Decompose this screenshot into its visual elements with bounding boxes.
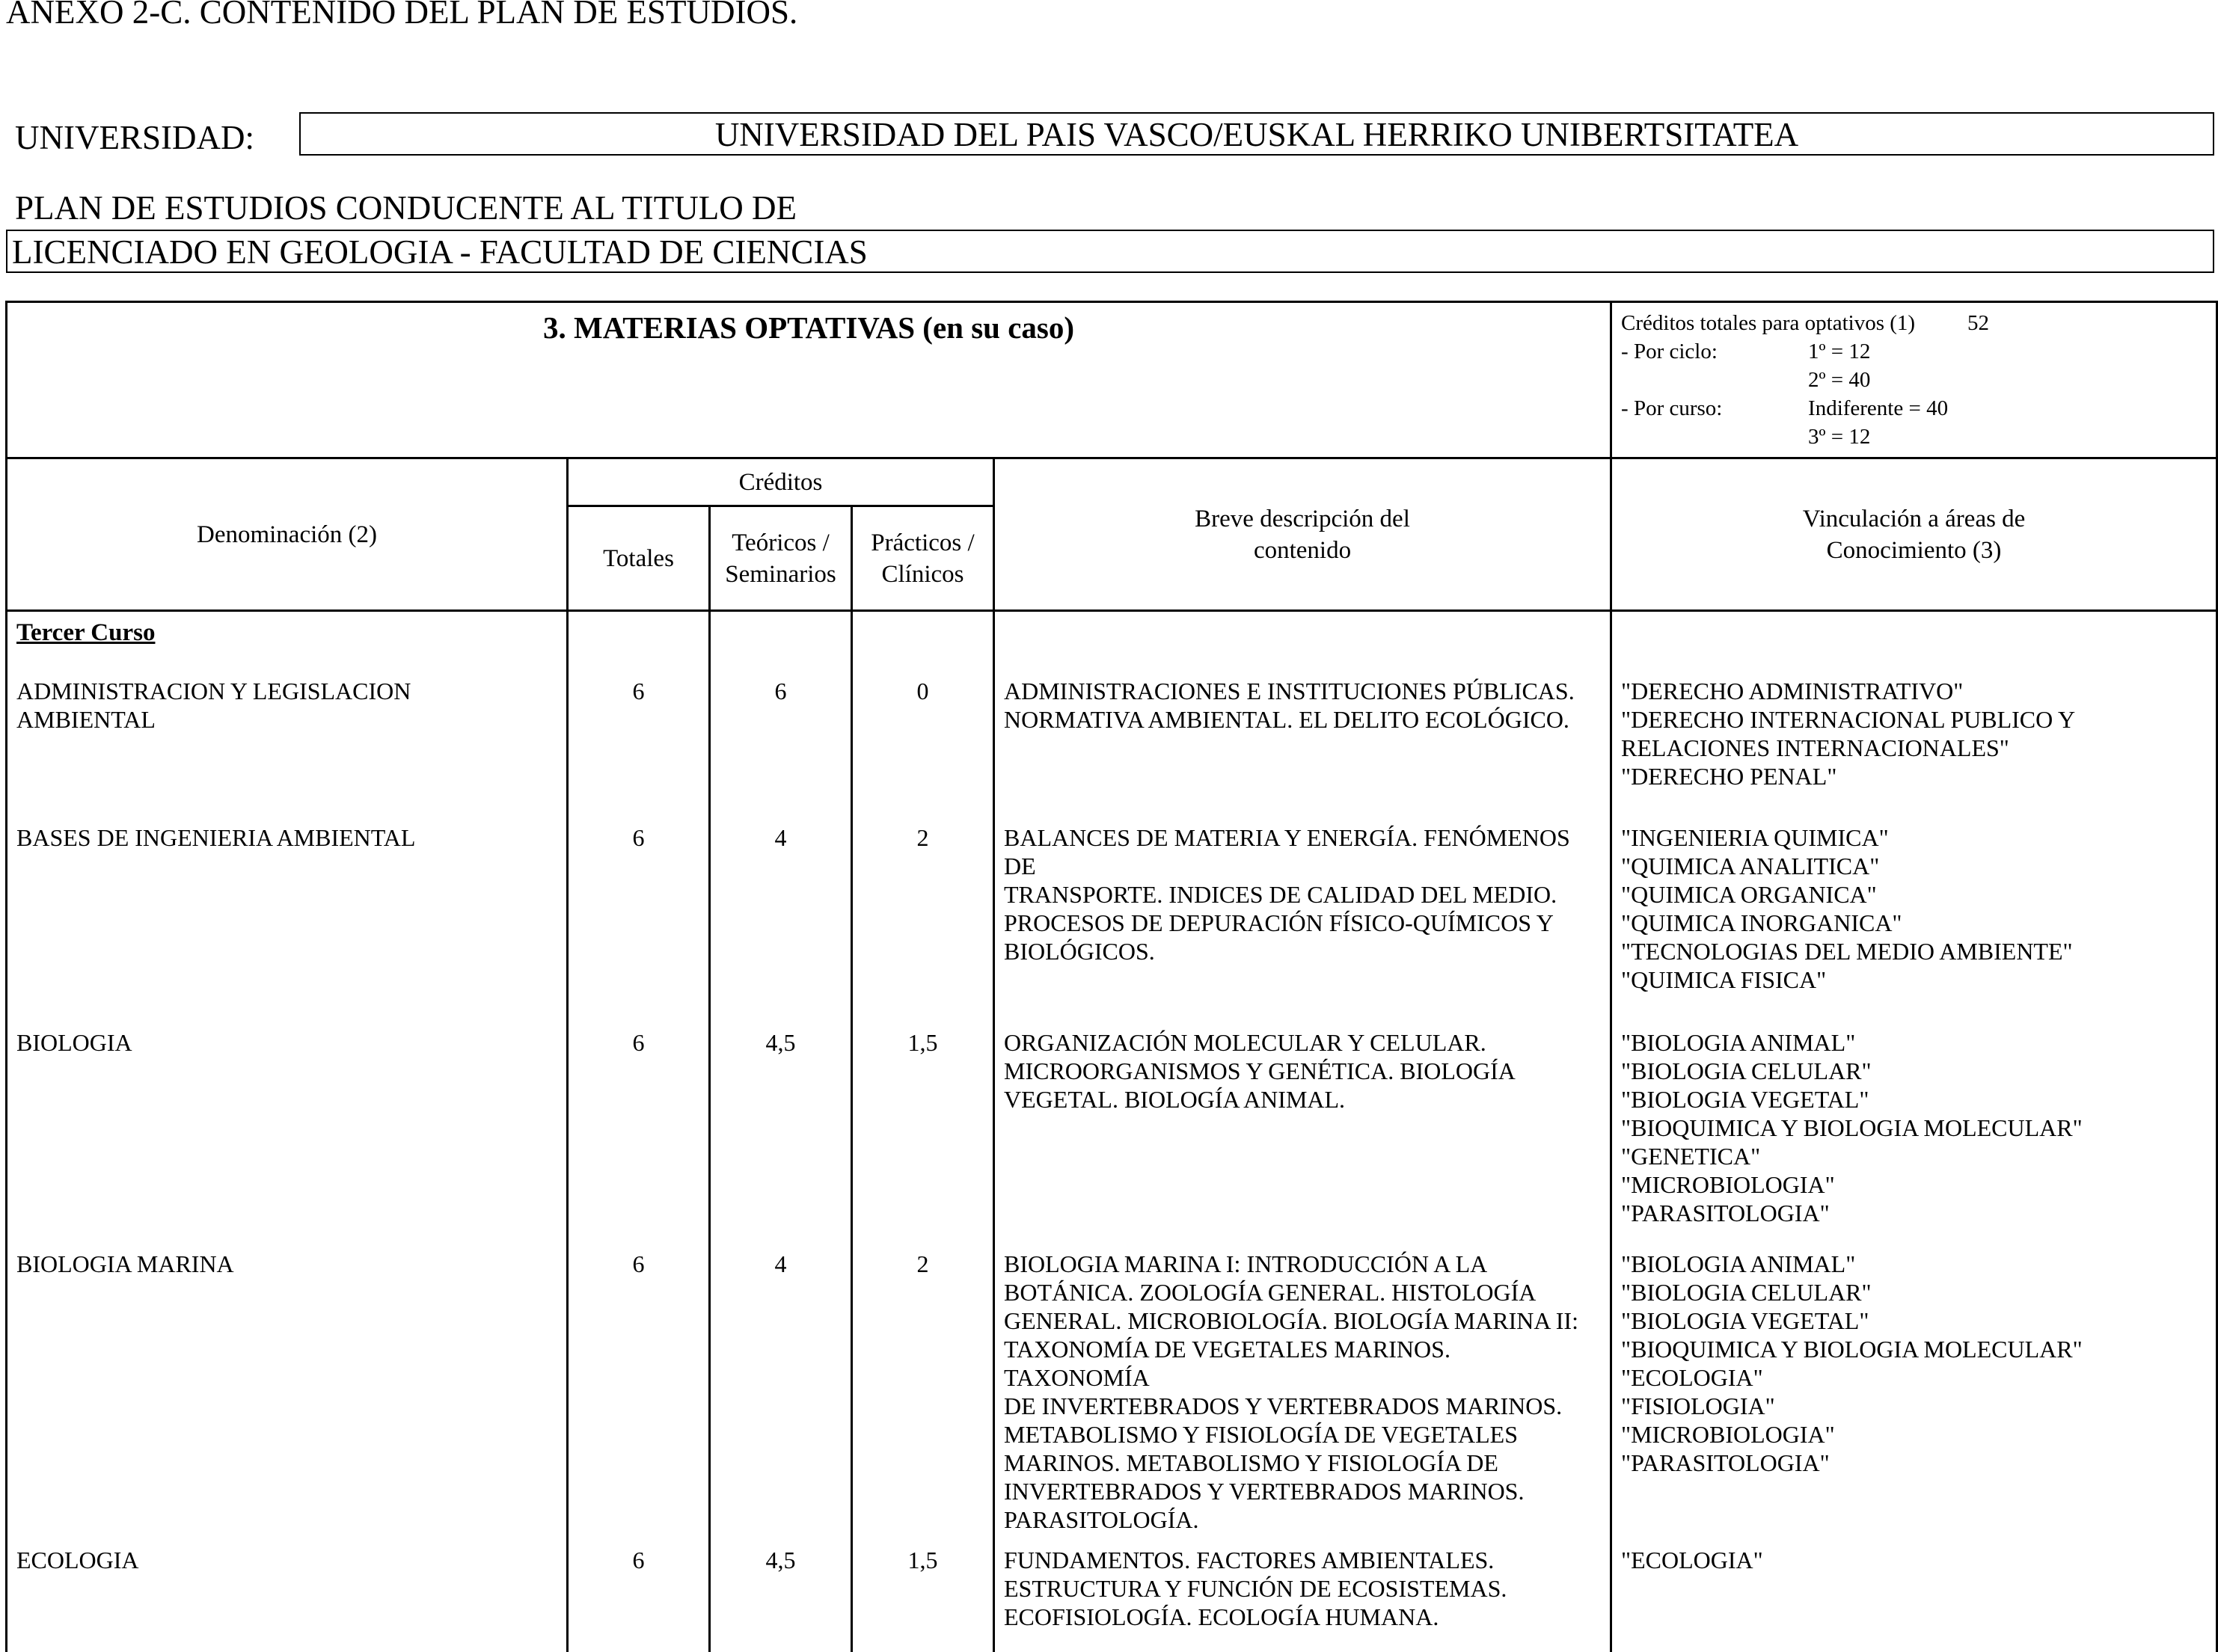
credits-teoricos: 4,5 <box>710 1022 852 1244</box>
col-descripcion-line1: Breve descripción del <box>1195 505 1410 532</box>
table-row <box>7 1540 2217 1652</box>
col-vinculacion-line2: Conocimiento (3) <box>1826 536 2002 564</box>
plan-label: PLAN DE ESTUDIOS CONDUCENTE AL TITULO DE <box>15 189 797 227</box>
subject-description: BALANCES DE MATERIA Y ENERGÍA. FENÓMENOS DE TRANSPORTE. INDICES DE CALIDAD DEL MEDIO. PROCESOS DE DEPURACIÓN FÍSICO-QUÍMICOS Y BIOLÓGICOS. <box>994 817 1611 1022</box>
subject-areas: "INGENIERIA QUIMICA" "QUIMICA ANALITICA" "QUIMICA ORGANICA" "QUIMICA INORGANICA" "TECNOLOGIAS DEL MEDIO AMBIENTE" "QUIMICA FISICA" <box>1611 817 2217 1022</box>
plan-value: LICENCIADO EN GEOLOGIA - FACULTAD DE CIENCIAS <box>12 233 868 271</box>
col-denominacion: Denominación (2) <box>7 458 568 611</box>
credits-totales: 6 <box>568 671 710 817</box>
credits-summary <box>1611 302 2217 458</box>
subject-name: BIOLOGIA <box>7 1022 568 1244</box>
ciclo-1: 1º = 12 <box>1808 340 1871 363</box>
col-vinculacion <box>1611 458 2217 611</box>
credits-totales: 6 <box>568 817 710 1022</box>
col-practicos-line1: Prácticos / <box>871 529 975 556</box>
annex-title: ANEXO 2-C. CONTENIDO DEL PLAN DE ESTUDIOS. <box>6 0 798 31</box>
subject-description: ORGANIZACIÓN MOLECULAR Y CELULAR. MICROORGANISMOS Y GENÉTICA. BIOLOGÍA VEGETAL. BIOLOGÍA ANIMAL. <box>994 1022 1611 1244</box>
col-vinculacion-line1: Vinculación a áreas de <box>1802 505 2026 532</box>
credits-practicos: 2 <box>852 1244 994 1540</box>
credits-teoricos: 4 <box>710 1244 852 1540</box>
plan-box <box>6 230 2214 273</box>
course-heading: Tercer Curso <box>16 619 156 646</box>
subject-areas: "BIOLOGIA ANIMAL" "BIOLOGIA CELULAR" "BIOLOGIA VEGETAL" "BIOQUIMICA Y BIOLOGIA MOLECULAR" "ECOLOGIA" "FISIOLOGIA" "MICROBIOLOGIA" "PARASITOLOGIA" <box>1611 1244 2217 1540</box>
col-practicos <box>852 506 994 611</box>
optional-subjects-table <box>5 301 2218 1652</box>
subject-description: FUNDAMENTOS. FACTORES AMBIENTALES. ESTRUCTURA Y FUNCIÓN DE ECOSISTEMAS. ECOFISIOLOGÍA. ECOLOGÍA HUMANA. <box>994 1540 1611 1652</box>
subject-areas: "ECOLOGIA" <box>1611 1540 2217 1652</box>
por-curso-label: - Por curso: <box>1621 396 1723 420</box>
subject-name: ECOLOGIA <box>7 1540 568 1652</box>
table-row <box>7 1022 2217 1244</box>
credits-practicos: 1,5 <box>852 1540 994 1652</box>
credits-totales: 6 <box>568 1022 710 1244</box>
col-descripcion-line2: contenido <box>1253 536 1352 564</box>
subject-name: BIOLOGIA MARINA <box>7 1244 568 1540</box>
table-row <box>7 817 2217 1022</box>
credits-totales: 6 <box>568 1244 710 1540</box>
credits-total-label: Créditos totales para optativos (1) <box>1621 311 1916 335</box>
por-ciclo-label: - Por ciclo: <box>1621 340 1718 363</box>
col-descripcion <box>994 458 1611 611</box>
ciclo-2: 2º = 40 <box>1808 368 1871 392</box>
credits-practicos: 0 <box>852 671 994 817</box>
curso-indiferente: Indiferente = 40 <box>1808 396 1949 420</box>
university-box <box>299 112 2214 156</box>
university-label: UNIVERSIDAD: <box>15 119 254 156</box>
subject-areas: "DERECHO ADMINISTRATIVO" "DERECHO INTERNACIONAL PUBLICO Y RELACIONES INTERNACIONALES" "DERECHO PENAL" <box>1611 671 2217 817</box>
subject-description: BIOLOGIA MARINA I: INTRODUCCIÓN A LA BOTÁNICA. ZOOLOGÍA GENERAL. HISTOLOGÍA GENERAL. MICROBIOLOGÍA. BIOLOGÍA MARINA II: TAXONOMÍA DE VEGETALES MARINOS. TAXONOMÍA DE INVERTEBRADOS Y VERTEBRADOS MARINOS. METABOLISMO Y FISIOLOGÍA DE VEGETALES MARINOS. METABOLISMO Y FISIOLOGÍA DE INVERTEBRADOS Y VERTEBRADOS MARINOS. PARASITOLOGÍA. <box>994 1244 1611 1540</box>
subject-areas: "BIOLOGIA ANIMAL" "BIOLOGIA CELULAR" "BIOLOGIA VEGETAL" "BIOQUIMICA Y BIOLOGIA MOLECULAR" "GENETICA" "MICROBIOLOGIA" "PARASITOLOGIA" <box>1611 1022 2217 1244</box>
credits-teoricos: 4,5 <box>710 1540 852 1652</box>
col-creditos: Créditos <box>568 458 994 506</box>
credits-practicos: 1,5 <box>852 1022 994 1244</box>
col-totales: Totales <box>568 506 710 611</box>
column-header-row-1 <box>7 458 2217 506</box>
col-teoricos <box>710 506 852 611</box>
credits-teoricos: 6 <box>710 671 852 817</box>
col-practicos-line2: Clínicos <box>881 560 964 588</box>
col-teoricos-line1: Teóricos / <box>732 529 830 556</box>
credits-practicos: 2 <box>852 817 994 1022</box>
subject-name: BASES DE INGENIERIA AMBIENTAL <box>7 817 568 1022</box>
curso-3: 3º = 12 <box>1808 425 1871 449</box>
subject-name: ADMINISTRACION Y LEGISLACION AMBIENTAL <box>7 671 568 817</box>
table-row <box>7 671 2217 817</box>
credits-totales: 6 <box>568 1540 710 1652</box>
credits-teoricos: 4 <box>710 817 852 1022</box>
university-value: UNIVERSIDAD DEL PAIS VASCO/EUSKAL HERRIKO UNIBERTSITATEA <box>714 116 1799 153</box>
course-heading-row <box>7 611 2217 671</box>
section-header-row <box>7 302 2217 458</box>
section-title: 3. MATERIAS OPTATIVAS (en su caso) <box>7 302 1611 458</box>
subject-description: ADMINISTRACIONES E INSTITUCIONES PÚBLICAS. NORMATIVA AMBIENTAL. EL DELITO ECOLÓGICO. <box>994 671 1611 817</box>
table-row <box>7 1244 2217 1540</box>
credits-total-value: 52 <box>1967 311 1990 335</box>
col-teoricos-line2: Seminarios <box>725 560 836 588</box>
